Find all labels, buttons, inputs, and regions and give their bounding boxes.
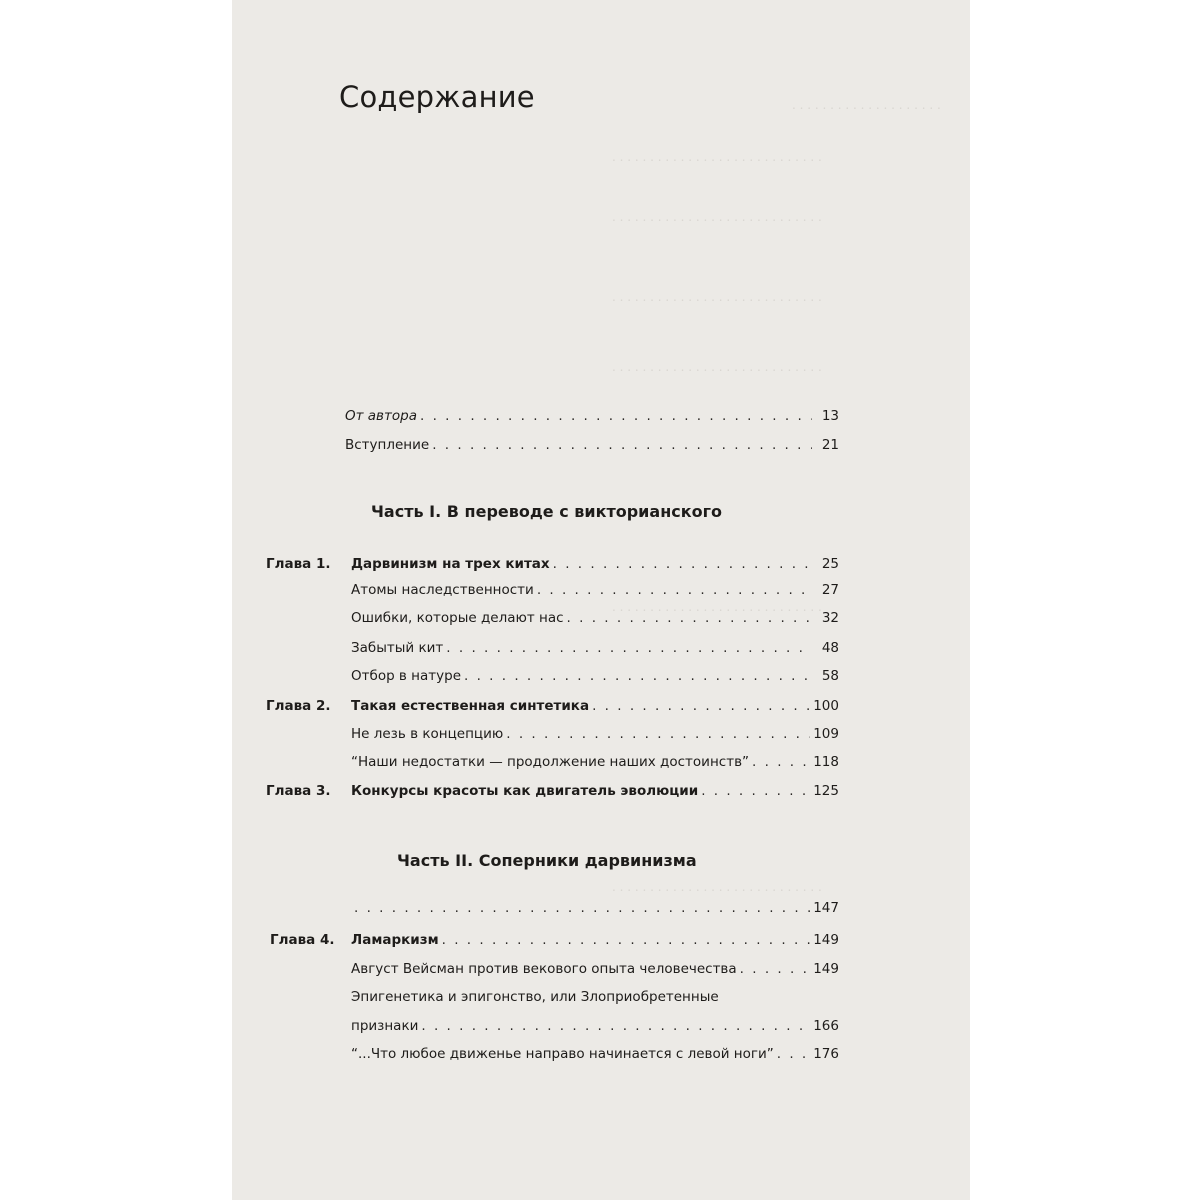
toc-page-number: 21 xyxy=(821,437,839,453)
page-title: Содержание xyxy=(339,80,535,114)
leader-dots xyxy=(752,750,810,774)
toc-chapter-entry[interactable] xyxy=(351,694,839,718)
part-heading: Часть II. Соперники дарвинизма xyxy=(397,851,697,870)
toc-page-number: 13 xyxy=(821,408,839,424)
leader-dots xyxy=(701,779,810,803)
leader-dots xyxy=(421,1014,810,1038)
toc-page-number: 125 xyxy=(813,783,839,799)
show-through: . . . . . . . . . . . . . . . . . . . . . . . . . . . . xyxy=(612,600,822,614)
chapter-title: Дарвинизм на трех китах xyxy=(351,556,550,572)
toc-page-number: 149 xyxy=(813,932,839,948)
toc-entry[interactable] xyxy=(345,433,839,457)
part-heading: Часть I. В переводе с викторианского xyxy=(371,502,722,521)
toc-page-number: 32 xyxy=(821,610,839,626)
chapter-title: Такая естественная синтетика xyxy=(351,698,590,714)
toc-page-number: 109 xyxy=(813,726,839,742)
toc-entry-label: Август Вейсман против векового опыта человечества xyxy=(351,961,737,977)
toc-entry[interactable] xyxy=(351,896,839,920)
toc-page-number: 147 xyxy=(813,900,839,916)
toc-page-number: 166 xyxy=(813,1018,839,1034)
leader-dots xyxy=(442,928,811,952)
show-through: . . . . . . . . . . . . . . . . . . . . . . . . . . . . xyxy=(612,360,822,374)
leader-dots xyxy=(446,636,812,660)
chapter-number: Глава 1. xyxy=(266,556,331,572)
book-page xyxy=(232,0,970,1200)
leader-dots xyxy=(553,552,812,576)
toc-entry-label: Ошибки, которые делают нас xyxy=(351,610,564,626)
leader-dots xyxy=(592,694,810,718)
chapter-number: Глава 3. xyxy=(266,783,331,799)
toc-chapter-entry[interactable] xyxy=(351,552,839,576)
toc-entry[interactable] xyxy=(351,722,839,746)
chapter-title: Конкурсы красоты как двигатель эволюции xyxy=(351,783,699,799)
toc-page-number: 100 xyxy=(813,698,839,714)
toc-entry[interactable] xyxy=(351,957,839,981)
toc-entry[interactable] xyxy=(351,1014,839,1038)
chapter-title: Ламаркизм xyxy=(351,932,439,948)
show-through: . . . . . . . . . . . . . . . . . . . . xyxy=(792,98,941,112)
toc-chapter-entry[interactable] xyxy=(351,779,839,803)
leader-dots xyxy=(537,578,812,602)
toc-entry-label: “...Что любое движенье направо начинается с левой ноги” xyxy=(351,1046,774,1062)
toc-page-number: 149 xyxy=(813,961,839,977)
toc-entry-label: “Наши недостатки — продолжение наших достоинств” xyxy=(351,754,750,770)
leader-dots xyxy=(354,896,810,920)
show-through: . . . . . . . . . . . . . . . . . . . . . . . . . . . . xyxy=(612,210,822,224)
toc-entry[interactable] xyxy=(351,578,839,602)
leader-dots xyxy=(420,404,812,428)
toc-entry-label: Забытый кит xyxy=(351,640,444,656)
leader-dots xyxy=(740,957,811,981)
toc-chapter-entry[interactable] xyxy=(351,928,839,952)
leader-dots xyxy=(567,606,812,630)
toc-page-number: 27 xyxy=(821,582,839,598)
toc-entry[interactable] xyxy=(351,750,839,774)
toc-entry-label: Атомы наследственности xyxy=(351,582,534,598)
toc-entry-label: признаки xyxy=(351,1018,419,1034)
chapter-number: Глава 2. xyxy=(266,698,331,714)
toc-page-number: 176 xyxy=(813,1046,839,1062)
toc-page-number: 118 xyxy=(813,754,839,770)
table-of-contents xyxy=(232,0,970,1200)
toc-entry-label: Не лезь в концепцию xyxy=(351,726,504,742)
toc-page-number: 48 xyxy=(821,640,839,656)
toc-entry-label: Отбор в натуре xyxy=(351,668,462,684)
toc-page-number: 25 xyxy=(821,556,839,572)
toc-entry[interactable] xyxy=(351,664,839,688)
toc-page-number: 58 xyxy=(821,668,839,684)
toc-entry-line[interactable] xyxy=(351,985,839,1009)
show-through: . . . . . . . . . . . . . . . . . . . . . . . . . . . . xyxy=(612,880,822,894)
leader-dots xyxy=(432,433,812,457)
toc-entry[interactable] xyxy=(351,636,839,660)
leader-dots xyxy=(464,664,812,688)
chapter-number: Глава 4. xyxy=(270,932,335,948)
toc-entry-label: От автора xyxy=(345,408,417,424)
toc-entry-label: Эпигенетика и эпигонство, или Злоприобретенные xyxy=(351,989,719,1005)
leader-dots xyxy=(506,722,810,746)
toc-entry[interactable] xyxy=(351,1042,839,1066)
show-through: . . . . . . . . . . . . . . . . . . . . . . . . . . . . xyxy=(612,150,822,164)
show-through: . . . . . . . . . . . . . . . . . . . . . . . . . . . . xyxy=(612,290,822,304)
leader-dots xyxy=(777,1042,810,1066)
toc-entry[interactable] xyxy=(351,606,839,630)
toc-entry[interactable] xyxy=(345,404,839,428)
toc-entry-label: Вступление xyxy=(345,437,430,453)
